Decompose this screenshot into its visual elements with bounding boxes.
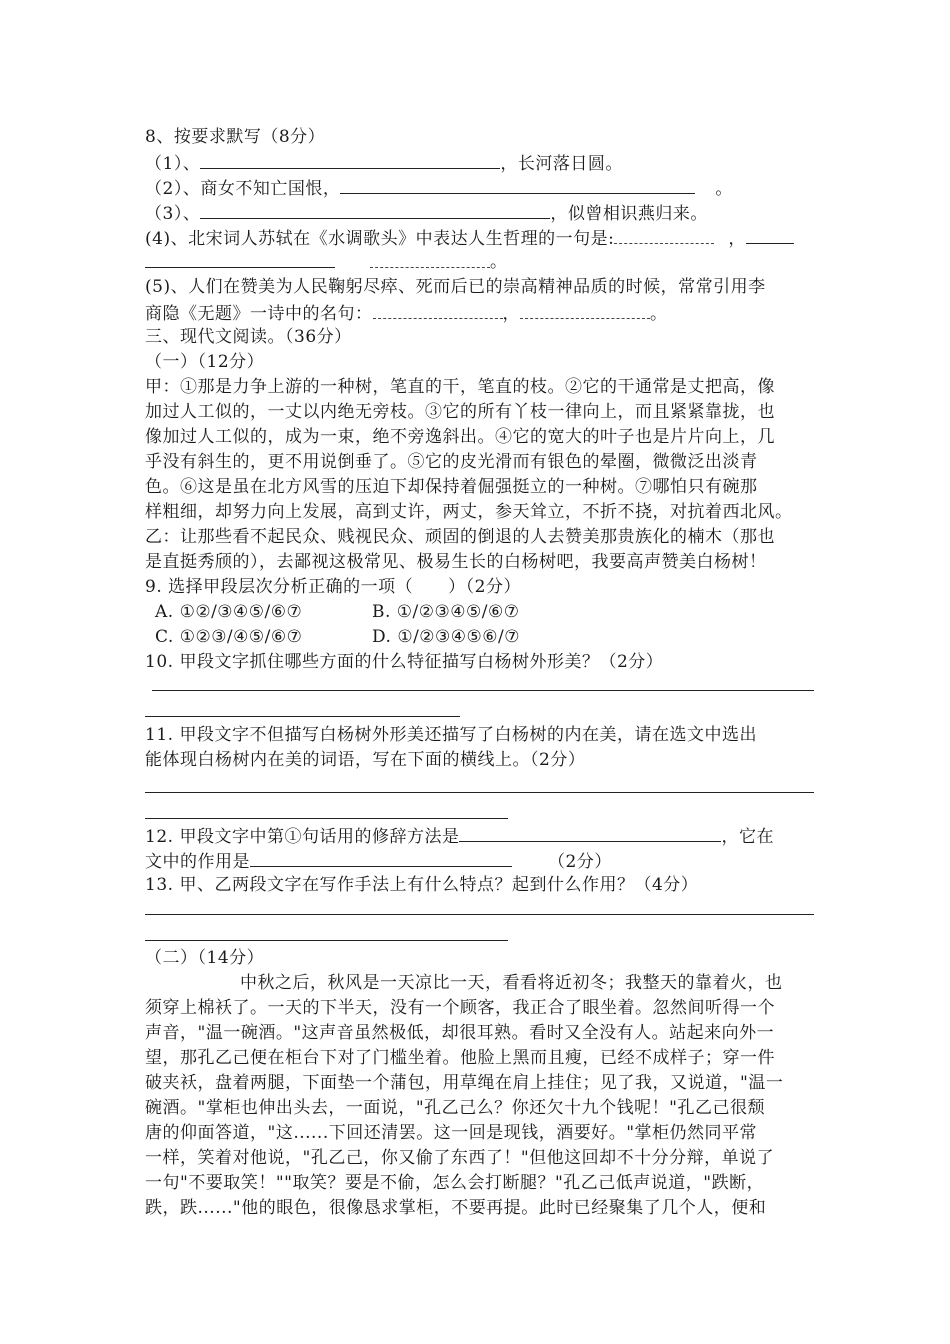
answer-blank[interactable]	[200, 150, 500, 169]
passage2-line: 破夹袄，盘着两腿，下面垫一个蒲包，用草绳在肩上挂住；见了我，又说道，"温一	[145, 1073, 784, 1093]
answer-blank[interactable]	[459, 823, 721, 842]
q8-item-5-line2	[145, 300, 668, 326]
q8-item-4-end: 。	[490, 252, 508, 272]
passage1-line: 样粗细，却努力向上发展，高到丈许，两丈，参天耸立，不折不挠，对抗着西北风。	[145, 502, 793, 522]
q8-item-3-suffix: ，似曾相识燕归来。	[550, 204, 708, 224]
answer-line[interactable]	[145, 940, 508, 941]
passage2-line: 声音，"温一碗酒。"这声音虽然极低，却很耳熟。看时又全没有人。站起来向外一	[145, 1023, 775, 1043]
q12-score: （2分）	[548, 852, 612, 872]
q8-item-4-comma: ，	[728, 229, 746, 249]
q9-option-a[interactable]: A. ①②/③④⑤/⑥⑦	[155, 602, 303, 622]
q8-item-3-prefix: （3）、	[145, 204, 201, 224]
q12-line2-prefix: 文中的作用是	[145, 852, 250, 872]
part2-heading: （二）（14分）	[145, 948, 265, 968]
answer-line[interactable]	[152, 690, 814, 691]
q12-line2	[145, 848, 612, 874]
section3-heading: 三、现代文阅读。（36分）	[145, 327, 352, 347]
passage2-line: 唐的仰面答道，"这......下回还清罢。这一回是现钱，酒要好。"掌柜仍然同平常	[145, 1123, 758, 1143]
q8-item-5-end: 。	[650, 304, 668, 324]
q13-stem: 13. 甲、乙两段文字在写作手法上有什么特点？起到什么作用？（4分）	[145, 875, 699, 895]
answer-blank[interactable]	[373, 300, 503, 319]
q8-item-3	[145, 200, 708, 226]
passage2-line: 须穿上棉袄了。一天的下半天，没有一个顾客，我正合了眼坐着。忽然间听得一个	[145, 998, 775, 1018]
q8-item-5-line1: (5)、人们在赞美为人民鞠躬尽瘁、死而后已的崇高精神品质的时候，常常引用李	[145, 277, 766, 297]
q9-option-b[interactable]: B. ①/②③④⑤/⑥⑦	[372, 602, 520, 622]
passage1-line: 像加过人工似的，成为一束，绝不旁逸斜出。④它的宽大的叶子也是片片向上，几	[145, 427, 775, 447]
passage2-line: 一句"不要取笑！""取笑？要是不偷，怎么会打断腿？"孔乙己低声说道，"跌断，	[145, 1173, 765, 1193]
passage2-line: 一样，笑着对他说，"孔乙己，你又偷了东西了！"但他这回却不十分分辩，单说了	[145, 1148, 775, 1168]
passage1-line: 是直挺秀颀的），去鄙视这极常见、极易生长的白杨树吧，我要高声赞美白杨树！	[145, 552, 767, 572]
answer-blank[interactable]	[200, 200, 550, 219]
passage2-line: 望，那孔乙己便在柜台下对了门槛坐着。他脸上黑而且瘦，已经不成样子；穿一件	[145, 1048, 775, 1068]
answer-blank[interactable]	[520, 300, 650, 319]
q9-option-d[interactable]: D. ①/②③④⑤⑥/⑦	[372, 627, 520, 647]
q10-stem: 10. 甲段文字抓住哪些方面的什么特征描写白杨树外形美？（2分）	[145, 652, 664, 672]
q8-item-2-suffix: 。	[715, 179, 733, 199]
passage2-line: 跌，跌......"他的眼色，很像恳求掌柜，不要再提。此时已经聚集了几个人，便和	[145, 1198, 767, 1218]
q12-suffix: ，它在	[721, 827, 774, 847]
passage2-line: 中秋之后，秋风是一天凉比一天，看看将近初冬；我整天的靠着火，也	[240, 973, 783, 993]
q12-prefix: 12. 甲段文字中第①句话用的修辞方法是	[145, 827, 460, 847]
answer-line[interactable]	[145, 716, 460, 717]
q11-stem-line2: 能体现白杨树内在美的词语，写在下面的横线上。（2分）	[145, 750, 586, 770]
q12-line1	[145, 823, 774, 849]
answer-blank[interactable]	[250, 848, 512, 867]
q8-heading: 8、按要求默写（8分）	[145, 127, 326, 147]
answer-blank[interactable]	[370, 267, 490, 268]
answer-blank[interactable]	[614, 225, 714, 244]
passage1-line: 乎没有斜生的，更不用说倒垂了。⑤它的皮光滑而有银色的晕圈，微微泛出淡青	[145, 452, 758, 472]
q8-item-5-comma: ，	[502, 304, 520, 324]
q8-item-1-prefix: （1）、	[145, 154, 201, 174]
q8-item-5-text: 商隐《无题》一诗中的名句：	[145, 304, 373, 324]
passage1-line: 色。⑥这是虽在北方风雪的压迫下却保持着倔强挺立的一种树。⑦哪怕只有碗那	[145, 477, 758, 497]
answer-line[interactable]	[145, 914, 814, 915]
answer-line[interactable]	[145, 818, 508, 819]
q9-option-c[interactable]: C. ①②③/④⑤/⑥⑦	[155, 627, 303, 647]
answer-blank[interactable]	[145, 267, 335, 268]
q9-stem: 9. 选择甲段层次分析正确的一项（ ）（2分）	[145, 577, 521, 597]
passage1-line: 加过人工似的，一丈以内绝无旁枝。③它的所有丫枝一律向上，而且紧紧靠拢，也	[145, 402, 775, 422]
q8-item-1	[145, 150, 623, 176]
answer-blank[interactable]	[746, 225, 794, 244]
q8-item-2-prefix: （2）、商女不知亡国恨，	[145, 179, 341, 199]
q11-stem-line1: 11. 甲段文字不但描写白杨树外形美还描写了白杨树的内在美，请在选文中选出	[145, 725, 757, 745]
answer-line[interactable]	[145, 792, 814, 793]
part1-heading: （一）（12分）	[145, 352, 265, 372]
q8-item-4-line1	[145, 225, 794, 251]
passage1-line: 甲：①那是力争上游的一种树，笔直的干，笔直的枝。②它的干通常是丈把高，像	[145, 377, 775, 397]
passage1-line: 乙：让那些看不起民众、贱视民众、顽固的倒退的人去赞美那贵族化的楠木（那也	[145, 527, 775, 547]
q8-item-4-text: (4)、北宋词人苏轼在《水调歌头》中表达人生哲理的一句是:	[145, 229, 615, 249]
q8-item-2	[145, 175, 733, 201]
answer-blank[interactable]	[340, 175, 695, 194]
q8-item-1-suffix: ，长河落日圆。	[500, 154, 623, 174]
passage2-line: 碗酒。"掌柜也伸出头去，一面说，"孔乙己么？你还欠十九个钱呢！"孔乙己很颓	[145, 1098, 765, 1118]
